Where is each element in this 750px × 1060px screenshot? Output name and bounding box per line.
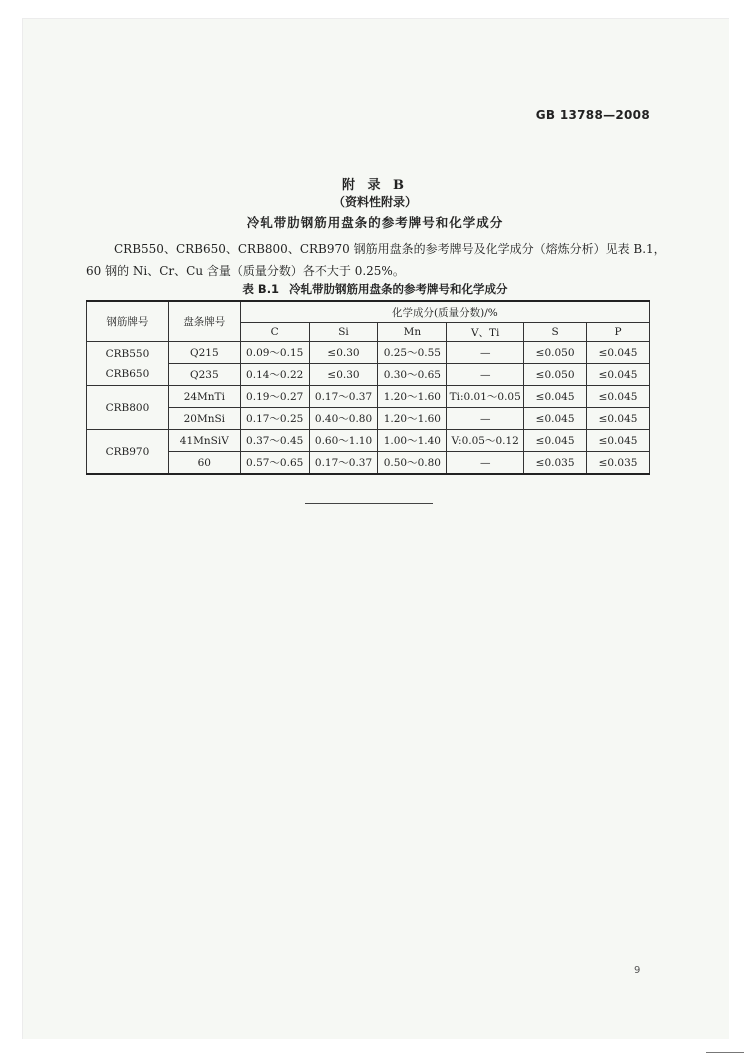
composition-cell: 0.37～0.45 bbox=[240, 430, 309, 452]
end-rule bbox=[305, 503, 433, 504]
composition-cell: ≤0.30 bbox=[309, 364, 378, 386]
composition-cell: ≤0.045 bbox=[587, 342, 650, 364]
rod-grade-cell: 24MnTi bbox=[168, 386, 240, 408]
composition-cell: — bbox=[447, 452, 524, 475]
composition-cell: 0.57～0.65 bbox=[240, 452, 309, 475]
rod-grade-cell: 20MnSi bbox=[168, 408, 240, 430]
steel-grade-label: CRB550 bbox=[105, 347, 150, 360]
appendix-subtitle: （资料性附录） bbox=[332, 195, 417, 209]
composition-cell: — bbox=[447, 364, 524, 386]
table-row bbox=[87, 342, 650, 364]
steel-grade-label: CRB800 bbox=[105, 401, 150, 414]
composition-cell: 0.25～0.55 bbox=[378, 342, 447, 364]
table-row bbox=[87, 452, 650, 475]
composition-cell: V:0.05～0.12 bbox=[447, 430, 524, 452]
appendix-title: 附 录 B bbox=[341, 178, 409, 193]
body-line-2: 60 钢的 Ni、Cr、Cu 含量（质量分数）各不大于 0.25%。 bbox=[86, 264, 405, 278]
composition-cell: ≤0.045 bbox=[587, 430, 650, 452]
composition-cell: ≤0.045 bbox=[587, 364, 650, 386]
rod-grade-cell: Q235 bbox=[168, 364, 240, 386]
composition-cell: — bbox=[447, 342, 524, 364]
composition-cell: ≤0.045 bbox=[524, 386, 587, 408]
table-row bbox=[87, 430, 650, 452]
composition-cell: Ti:0.01～0.05 bbox=[447, 386, 524, 408]
header-element: P bbox=[587, 323, 650, 342]
steel-grade-cell bbox=[87, 342, 169, 386]
composition-cell: 0.14～0.22 bbox=[240, 364, 309, 386]
rod-grade-cell: 60 bbox=[168, 452, 240, 475]
table-row bbox=[87, 364, 650, 386]
composition-cell: 0.17～0.25 bbox=[240, 408, 309, 430]
composition-cell: ≤0.045 bbox=[587, 408, 650, 430]
composition-cell: ≤0.050 bbox=[524, 342, 587, 364]
rod-grade-cell: 41MnSiV bbox=[168, 430, 240, 452]
header-composition: 化学成分(质量分数)/% bbox=[240, 301, 649, 323]
table-caption-number: 表 B.1 bbox=[242, 282, 280, 296]
composition-cell: 0.17～0.37 bbox=[309, 386, 378, 408]
composition-cell: ≤0.045 bbox=[587, 386, 650, 408]
header-element: Si bbox=[309, 323, 378, 342]
appendix-heading: 冷轧带肋钢筋用盘条的参考牌号和化学成分 bbox=[246, 215, 504, 230]
standard-number: GB 13788—2008 bbox=[535, 108, 650, 122]
table-row bbox=[87, 408, 650, 430]
steel-grade-label: CRB650 bbox=[105, 367, 150, 380]
composition-cell: — bbox=[447, 408, 524, 430]
composition-cell: ≤0.30 bbox=[309, 342, 378, 364]
composition-cell: 0.60～1.10 bbox=[309, 430, 378, 452]
corner-rule bbox=[706, 1052, 744, 1053]
header-element: V、Ti bbox=[447, 323, 524, 342]
header-element: C bbox=[240, 323, 309, 342]
body-paragraph bbox=[86, 238, 666, 282]
composition-cell: ≤0.045 bbox=[524, 430, 587, 452]
document-page bbox=[22, 18, 729, 1039]
composition-cell: 0.30～0.65 bbox=[378, 364, 447, 386]
composition-cell: 0.17～0.37 bbox=[309, 452, 378, 475]
table-caption-title: 冷轧带肋钢筋用盘条的参考牌号和化学成分 bbox=[289, 282, 508, 296]
steel-grade-cell bbox=[87, 430, 169, 475]
composition-cell: 1.20～1.60 bbox=[378, 408, 447, 430]
rod-grade-cell: Q215 bbox=[168, 342, 240, 364]
steel-grade-label: CRB970 bbox=[105, 445, 150, 458]
composition-cell: ≤0.045 bbox=[524, 408, 587, 430]
composition-cell: ≤0.050 bbox=[524, 364, 587, 386]
composition-cell: 1.00～1.40 bbox=[378, 430, 447, 452]
header-steel-grade: 钢筋牌号 bbox=[87, 301, 169, 342]
header-element: S bbox=[524, 323, 587, 342]
table-caption bbox=[0, 281, 750, 297]
composition-cell: 0.19～0.27 bbox=[240, 386, 309, 408]
chemical-composition-table bbox=[86, 300, 650, 475]
composition-cell: ≤0.035 bbox=[587, 452, 650, 475]
composition-cell: 0.50～0.80 bbox=[378, 452, 447, 475]
body-line-1: CRB550、CRB650、CRB800、CRB970 钢筋用盘条的参考牌号及化学成分（熔炼分析）见表 B.1， bbox=[114, 242, 666, 256]
header-element: Mn bbox=[378, 323, 447, 342]
page-number: 9 bbox=[634, 965, 641, 976]
composition-cell: ≤0.035 bbox=[524, 452, 587, 475]
steel-grade-cell bbox=[87, 386, 169, 430]
composition-cell: 0.09～0.15 bbox=[240, 342, 309, 364]
composition-cell: 1.20～1.60 bbox=[378, 386, 447, 408]
table-row bbox=[87, 386, 650, 408]
header-rod-grade: 盘条牌号 bbox=[168, 301, 240, 342]
composition-cell: 0.40～0.80 bbox=[309, 408, 378, 430]
